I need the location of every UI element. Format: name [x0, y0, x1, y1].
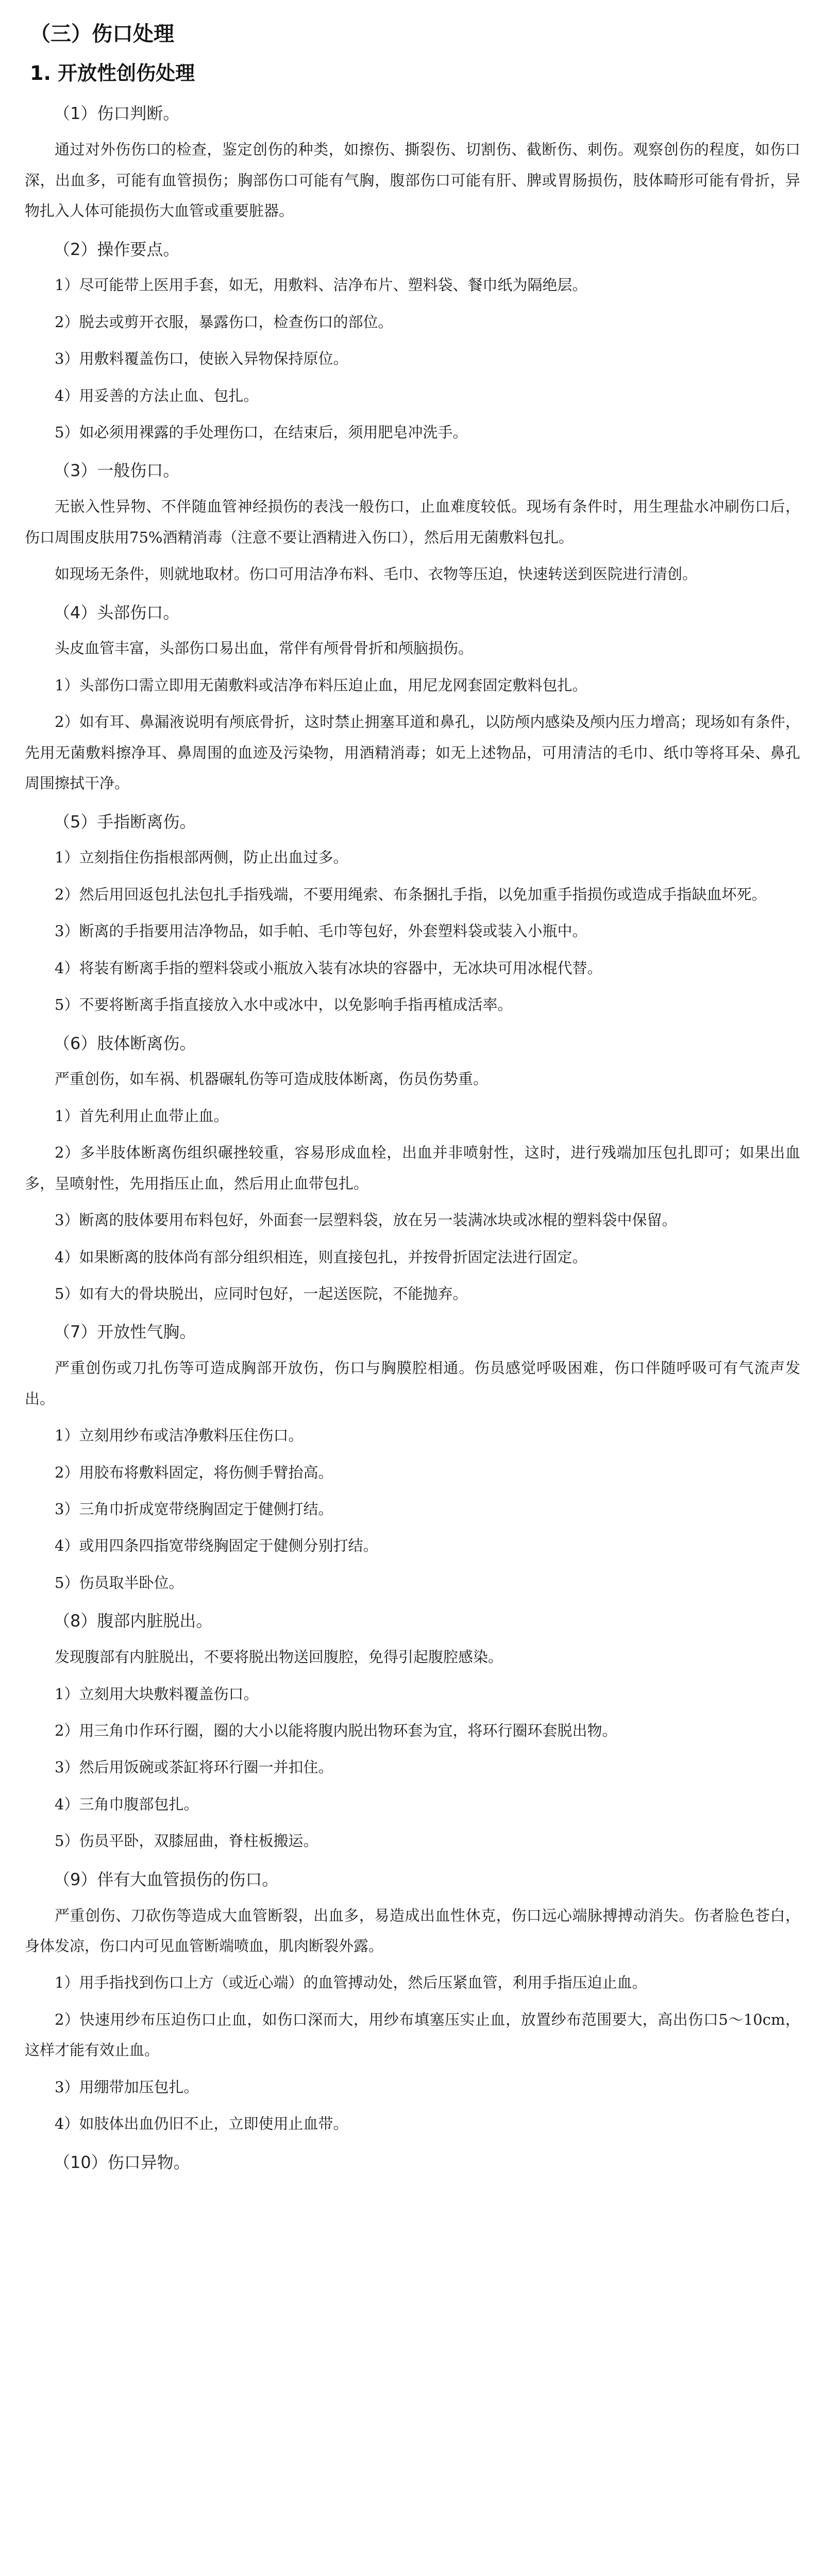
paragraph: 4）将装有断离手指的塑料袋或小瓶放入装有冰块的容器中，无冰块可用冰棍代替。 — [55, 959, 602, 977]
section-heading: （8）腹部内脏脱出。 — [54, 1611, 213, 1631]
paragraph: 1）立刻用大块敷料覆盖伤口。 — [55, 1685, 259, 1703]
section-10 — [25, 2147, 800, 2178]
paragraph: 4）用妥善的方法止血、包扎。 — [55, 386, 259, 404]
paragraph: 2）如有耳、鼻漏液说明有颅底骨折，这时禁止拥塞耳道和鼻孔，以防颅内感染及颅内压力增高；现场如有条件，先用无菌敷料擦净耳、鼻周围的血迹及污染物，用酒精消毒；如无上述物品，可用清洁的毛巾、纸巾等将耳朵、鼻孔周围擦拭干净。 — [25, 713, 800, 792]
section-6 — [25, 1028, 800, 1310]
section-1 — [25, 98, 800, 226]
paragraph: 1）用手指找到伤口上方（或近心端）的血管搏动处，然后压紧血管，利用手指压迫止血。 — [55, 1974, 647, 1992]
paragraph: 5）伤员取半卧位。 — [55, 1573, 184, 1591]
paragraph: 1）头部伤口需立即用无菌敷料或洁净布料压迫止血，用尼龙网套固定敷料包扎。 — [55, 676, 587, 694]
section-heading: （9）伴有大血管损伤的伤口。 — [54, 1869, 279, 1889]
page-title: （三）伤口处理 — [30, 22, 174, 46]
paragraph: 4）如果断离的肢体尚有部分组织相连，则直接包扎，并按骨折固定法进行固定。 — [55, 1248, 587, 1266]
paragraph: 1）立刻指住伤指根部两侧，防止出血过多。 — [55, 849, 348, 867]
paragraph: 无嵌入性异物、不伴随血管神经损伤的表浅一般伤口，止血难度较低。现场有条件时，用生理盐水冲刷伤口后，伤口周围皮肤用75%酒精消毒（注意不要让酒精进入伤口），然后用无菌敷料包扎。 — [25, 498, 800, 546]
section-heading: （3）一般伤口。 — [54, 461, 180, 481]
section-2 — [25, 234, 800, 448]
section-heading: （7）开放性气胸。 — [54, 1322, 196, 1342]
paragraph: 2）用三角巾作环行圈，圈的大小以能将腹内脱出物环套为宜，将环行圈环套脱出物。 — [55, 1721, 617, 1739]
paragraph: 4）如肢体出血仍旧不止，立即使用止血带。 — [55, 2115, 348, 2133]
section-3 — [25, 455, 800, 589]
paragraph: 3）三角巾折成宽带绕胸固定于健侧打结。 — [55, 1500, 333, 1518]
paragraph: 3）断离的手指要用洁净物品，如手帕、毛巾等包好，外套塑料袋或装入小瓶中。 — [55, 922, 587, 940]
section-heading: （2）操作要点。 — [54, 239, 180, 259]
section-heading: （4）头部伤口。 — [54, 602, 180, 622]
paragraph: 3）断离的肢体要用布料包好，外面套一层塑料袋，放在另一装满冰块或冰棍的塑料袋中保留。 — [55, 1211, 677, 1229]
paragraph: 严重创伤、刀砍伤等造成大血管断裂，出血多，易造成出血性休克，伤口远心端脉搏搏动消失。伤者脸色苍白，身体发凉，伤口内可见血管断端喷血，肌肉断裂外露。 — [25, 1906, 800, 1955]
paragraph: 5）不要将断离手指直接放入水中或冰中，以免影响手指再植成活率。 — [55, 996, 513, 1014]
section-heading: （5）手指断离伤。 — [54, 811, 196, 832]
page-subtitle: 1. 开放性创伤处理 — [30, 62, 195, 84]
paragraph: 通过对外伤伤口的检查，鉴定创伤的种类，如擦伤、撕裂伤、切割伤、截断伤、刺伤。观察创伤的程度，如伤口深，出血多，可能有血管损伤；胸部伤口可能有气胸，腹部伤口可能有肝、脾或胃肠损伤，肢体畸形可能有骨折，异物扎入人体可能损伤大血管或重要脏器。 — [25, 141, 800, 220]
document-body — [25, 98, 800, 2178]
paragraph: 2）快速用纱布压迫伤口止血，如伤口深而大，用纱布填塞压实止血，放置纱布范围要大，高出伤口5～10cm，这样才能有效止血。 — [25, 2010, 800, 2059]
section-7 — [25, 1316, 800, 1598]
paragraph: 4）三角巾腹部包扎。 — [55, 1795, 199, 1813]
paragraph: 严重创伤或刀扎伤等可造成胸部开放伤，伤口与胸膜腔相通。伤员感觉呼吸困难，伤口伴随呼吸可有气流声发出。 — [25, 1359, 800, 1408]
paragraph: 严重创伤，如车祸、机器碾轧伤等可造成肢体断离，伤员伤势重。 — [55, 1070, 489, 1088]
paragraph: 如现场无条件，则就地取材。伤口可用洁净布料、毛巾、衣物等压迫，快速转送到医院进行清创。 — [55, 565, 698, 583]
paragraph: 2）多半肢体断离伤组织碾挫较重，容易形成血栓，出血并非喷射性，这时，进行残端加压包扎即可；如果出血多，呈喷射性，先用指压止血，然后用止血带包扎。 — [25, 1144, 800, 1192]
section-heading: （6）肢体断离伤。 — [54, 1033, 196, 1053]
paragraph: 3）用敷料覆盖伤口，使嵌入异物保持原位。 — [55, 350, 348, 368]
paragraph: 2）然后用回返包扎法包扎手指残端，不要用绳索、布条捆扎手指，以免加重手指损伤或造成手指缺血坏死。 — [55, 885, 767, 903]
paragraph: 1）尽可能带上医用手套，如无，用敷料、洁净布片、塑料袋、餐巾纸为隔绝层。 — [55, 276, 587, 294]
paragraph: 头皮血管丰富，头部伤口易出血，常伴有颅骨骨折和颅脑损伤。 — [55, 639, 474, 657]
paragraph: 4）或用四条四指宽带绕胸固定于健侧分别打结。 — [55, 1537, 378, 1555]
section-8 — [25, 1605, 800, 1856]
paragraph: 5）如有大的骨块脱出，应同时包好，一起送医院，不能抛弃。 — [55, 1284, 468, 1302]
paragraph: 5）伤员平卧，双膝屈曲，脊柱板搬运。 — [55, 1832, 318, 1850]
paragraph: 1）首先利用止血带止血。 — [55, 1107, 229, 1125]
paragraph: 5）如必须用裸露的手处理伤口，在结束后，须用肥皂冲洗手。 — [55, 423, 468, 442]
paragraph: 发现腹部有内脏脱出，不要将脱出物送回腹腔，免得引起腹腔感染。 — [55, 1648, 503, 1666]
paragraph: 1）立刻用纱布或洁净敷料压住伤口。 — [55, 1427, 304, 1445]
section-heading: （10）伤口异物。 — [54, 2152, 190, 2172]
paragraph: 2）用胶布将敷料固定，将伤侧手臂抬高。 — [55, 1463, 333, 1481]
section-4 — [25, 597, 800, 799]
paragraph: 3）然后用饭碗或茶缸将环行圈一并扣住。 — [55, 1758, 333, 1776]
paragraph: 3）用绷带加压包扎。 — [55, 2078, 199, 2096]
section-heading: （1）伤口判断。 — [54, 104, 180, 124]
paragraph: 2）脱去或剪开衣服，暴露伤口，检查伤口的部位。 — [55, 313, 393, 331]
section-5 — [25, 806, 800, 1021]
section-9 — [25, 1864, 800, 2140]
